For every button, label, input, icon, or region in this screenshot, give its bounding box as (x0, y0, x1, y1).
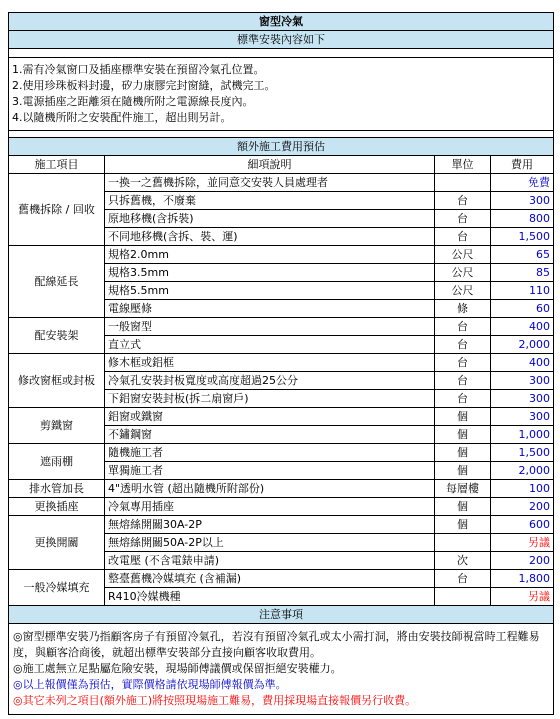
fee-detail: 單獨施工者 (105, 462, 435, 480)
fee-item-category: 修改窗框或封板 (9, 354, 105, 408)
fee-amount: 600 (491, 516, 554, 534)
fee-row (9, 174, 554, 192)
fee-detail: 不同地移機(含拆、裝、運) (105, 228, 435, 246)
fee-amount: 免費 (491, 174, 554, 192)
fee-detail: 鋁窗或鐵窗 (105, 408, 435, 426)
fee-detail: 規格2.0mm (105, 246, 435, 264)
fee-unit: 台 (435, 570, 491, 588)
fee-unit: 公尺 (435, 264, 491, 282)
column-header-row (9, 156, 554, 174)
fee-row (9, 246, 554, 264)
fee-amount: 1,500 (491, 444, 554, 462)
fee-row (9, 354, 554, 372)
fee-unit (435, 588, 491, 606)
fee-amount: 1,000 (491, 426, 554, 444)
fee-detail: 冷氣孔安裝封板寬度或高度超過25公分 (105, 372, 435, 390)
fee-amount: 另議 (491, 534, 554, 552)
fee-detail: 一般窗型 (105, 318, 435, 336)
page-title: 窗型冷氣 (9, 13, 554, 31)
fee-amount: 400 (491, 354, 554, 372)
fee-amount: 300 (491, 192, 554, 210)
fee-detail: 下鋁窗安裝封板(拆二扇窗戶) (105, 390, 435, 408)
fee-unit: 個 (435, 516, 491, 534)
fee-item-category: 配線延長 (9, 246, 105, 318)
fee-unit: 台 (435, 336, 491, 354)
spacer-row (9, 131, 554, 138)
fee-amount: 300 (491, 390, 554, 408)
fee-amount: 300 (491, 372, 554, 390)
fee-unit: 個 (435, 444, 491, 462)
fee-row (9, 480, 554, 498)
standard-item: 2.使用珍珠板料封邊，矽力康膠完封窗縫，試機完工。 (12, 79, 276, 92)
fee-unit: 個 (435, 408, 491, 426)
fee-amount: 1,500 (491, 228, 554, 246)
fee-detail: 一換一之舊機拆除，並同意交安裝人員處理者 (105, 174, 435, 192)
standard-header: 標準安裝內容如下 (9, 31, 554, 49)
fee-item-category: 更換開關 (9, 516, 105, 570)
fee-amount: 1,800 (491, 570, 554, 588)
fee-unit (435, 174, 491, 192)
standard-header-row (9, 31, 554, 49)
fee-detail: 規格5.5mm (105, 282, 435, 300)
fee-row (9, 516, 554, 534)
notes-header-row (9, 606, 554, 624)
fee-detail: 改電壓 (不含電錶申請) (105, 552, 435, 570)
standard-item: 4.以隨機所附之安裝配件施工，超出則另計。 (12, 111, 232, 124)
fee-amount: 300 (491, 408, 554, 426)
standard-item: 3.電源插座之距離須在隨機所附之電源線長度內。 (12, 95, 254, 108)
spacer (9, 131, 554, 138)
column-header-detail: 細項說明 (105, 156, 435, 174)
fee-item-category: 排水管加長 (9, 480, 105, 498)
extra-header: 額外施工費用預估 (9, 138, 554, 156)
fee-detail: 無熔絲開關30A-2P (105, 516, 435, 534)
fee-row (9, 570, 554, 588)
fee-amount: 60 (491, 300, 554, 318)
fee-detail: 直立式 (105, 336, 435, 354)
fee-unit: 台 (435, 228, 491, 246)
fee-row (9, 444, 554, 462)
standard-items-cell (9, 58, 554, 131)
notes-cell (9, 624, 554, 715)
fee-item-category: 更換插座 (9, 498, 105, 516)
fee-unit: 個 (435, 462, 491, 480)
spacer (9, 49, 554, 58)
note-line: ◎其它未列之項目(額外施工)將按照現場施工難易，費用採現場直接報價另行收費。 (13, 694, 417, 707)
notes-header: 注意事項 (9, 606, 554, 624)
standard-item: 1.需有冷氣窗口及插座標準安裝在預留冷氣孔位置。 (12, 63, 265, 76)
fee-detail: 修木框或鋁框 (105, 354, 435, 372)
fee-detail: 規格3.5mm (105, 264, 435, 282)
spacer-row (9, 49, 554, 58)
fee-amount: 110 (491, 282, 554, 300)
fee-amount: 另議 (491, 588, 554, 606)
fee-unit: 公尺 (435, 246, 491, 264)
fee-detail: 冷氣專用插座 (105, 498, 435, 516)
fee-unit: 條 (435, 300, 491, 318)
installation-fee-table (8, 12, 554, 715)
title-row (9, 13, 554, 31)
fee-detail: 無熔絲開關50A-2P以上 (105, 534, 435, 552)
fee-amount: 100 (491, 480, 554, 498)
fee-unit: 次 (435, 552, 491, 570)
fee-unit: 台 (435, 192, 491, 210)
fee-unit: 公尺 (435, 282, 491, 300)
fee-unit: 台 (435, 372, 491, 390)
fee-amount: 200 (491, 498, 554, 516)
fee-amount: 400 (491, 318, 554, 336)
column-header-fee: 費用 (491, 156, 554, 174)
fee-unit: 台 (435, 318, 491, 336)
note-line: ◎窗型標準安裝乃指顧客房子有預留冷氣孔，若沒有預留冷氣孔或太小需打洞，將由安裝技師視當時工程難易度，與顧客洽商後，就超出標準安裝部分直接向顧客收取費用。 (13, 630, 540, 659)
standard-items-row (9, 58, 554, 131)
fee-unit: 個 (435, 426, 491, 444)
fee-detail: 電線壓條 (105, 300, 435, 318)
fee-item-category: 配安裝架 (9, 318, 105, 354)
fee-item-category: 遮雨棚 (9, 444, 105, 480)
fee-amount: 2,000 (491, 462, 554, 480)
fee-detail: 只拆舊機，不廢棄 (105, 192, 435, 210)
fee-row (9, 318, 554, 336)
fee-unit: 台 (435, 390, 491, 408)
fee-detail: 不鏽鋼窗 (105, 426, 435, 444)
notes-row (9, 624, 554, 715)
column-header-item: 施工項目 (9, 156, 105, 174)
fee-detail: 原地移機(含拆裝) (105, 210, 435, 228)
fee-detail: 整臺舊機冷媒填充 (含補漏) (105, 570, 435, 588)
note-line: ◎施工處無立足點屬危險安裝，現場師傅議價或保留拒絕安裝權力。 (13, 662, 342, 675)
fee-item-category: 舊機拆除 / 回收 (9, 174, 105, 246)
fee-amount: 800 (491, 210, 554, 228)
fee-detail: 4"透明水管 (超出隨機所附部份) (105, 480, 435, 498)
fee-unit: 台 (435, 210, 491, 228)
note-line: ◎以上報價僅為預估，實際價格請依現場師傅報價為準。 (13, 678, 287, 691)
fee-unit: 每層樓 (435, 480, 491, 498)
extra-header-row (9, 138, 554, 156)
fee-amount: 2,000 (491, 336, 554, 354)
fee-row (9, 408, 554, 426)
fee-item-category: 一般冷媒填充 (9, 570, 105, 606)
fee-detail: 隨機施工者 (105, 444, 435, 462)
column-header-unit: 單位 (435, 156, 491, 174)
fee-amount: 200 (491, 552, 554, 570)
fee-row (9, 498, 554, 516)
fee-amount: 85 (491, 264, 554, 282)
fee-unit: 個 (435, 498, 491, 516)
fee-unit (435, 534, 491, 552)
fee-detail: R410冷媒機種 (105, 588, 435, 606)
fee-amount: 65 (491, 246, 554, 264)
fee-unit: 台 (435, 354, 491, 372)
fee-item-category: 剪鐵窗 (9, 408, 105, 444)
